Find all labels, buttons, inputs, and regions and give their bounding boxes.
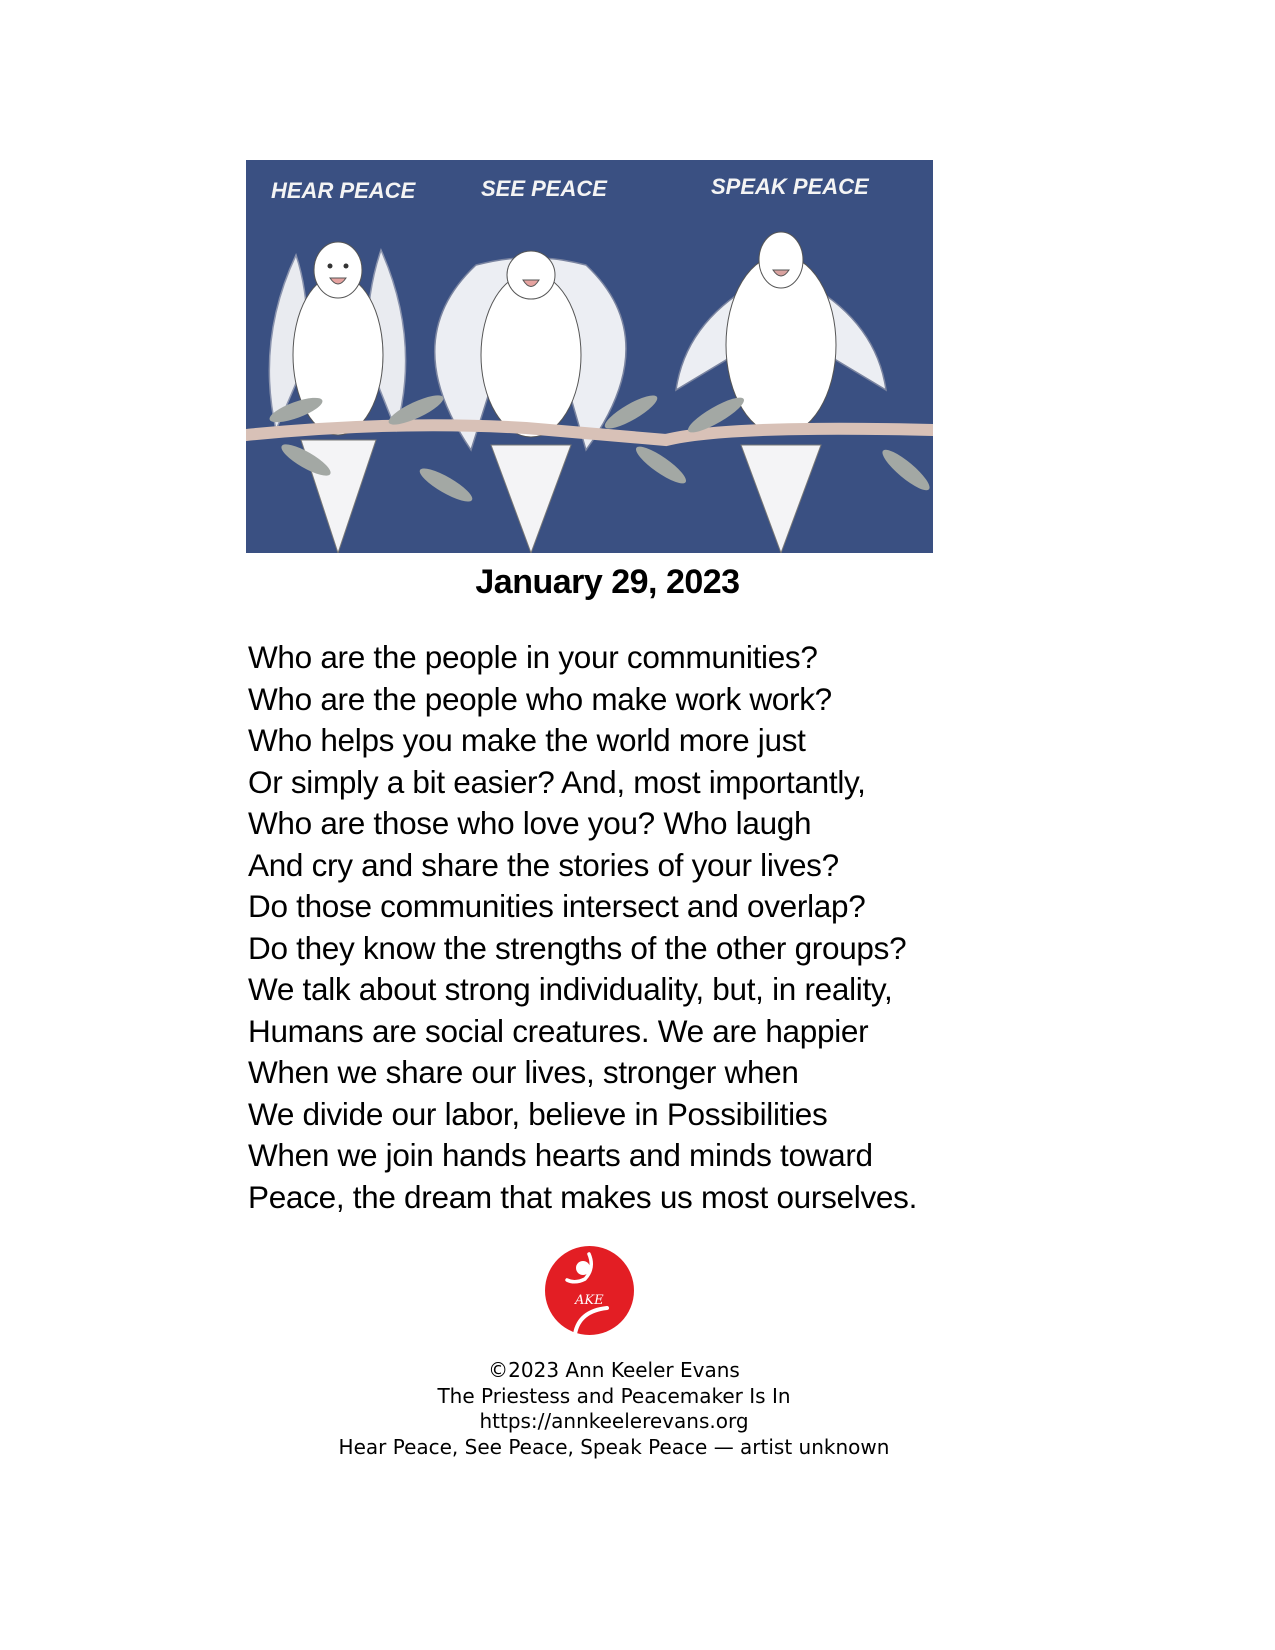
website-link[interactable]: https://annkeelerevans.org xyxy=(479,1409,749,1433)
ake-logo xyxy=(545,1246,634,1335)
poem-line: Humans are social creatures. We are happier xyxy=(248,1012,869,1049)
poem-line: Who are those who love you? Who laugh xyxy=(248,805,812,841)
doves-illustration xyxy=(246,160,933,553)
poem-line: Do they know the strengths of the other groups? xyxy=(248,929,907,966)
poem-line: Who helps you make the world more just xyxy=(248,722,806,758)
doves-image xyxy=(246,160,933,553)
poem-line: Peace, the dream that makes us most ourselves. xyxy=(248,1178,918,1215)
poem-line: And cry and share the stories of your lives? xyxy=(248,846,839,883)
poem-line: We divide our labor, believe in Possibilities xyxy=(248,1095,828,1132)
poem-line: Who are the people in your communities? xyxy=(248,639,818,675)
copyright-text: ©2023 Ann Keeler Evans xyxy=(488,1358,740,1382)
ake-logo-icon xyxy=(545,1246,634,1335)
caption-see-peace: SEE PEACE xyxy=(481,176,607,201)
poem-line: We talk about strong individuality, but, in reality, xyxy=(248,971,893,1007)
poem-line: Or simply a bit easier? And, most importantly, xyxy=(248,763,866,800)
poem-line: When we join hands hearts and minds toward xyxy=(248,1137,873,1173)
footer xyxy=(0,1358,1228,1460)
image-credit: Hear Peace, See Peace, Speak Peace — artist unknown xyxy=(338,1434,890,1459)
poem-line: Who are the people who make work work? xyxy=(248,680,832,717)
poem-line: Do those communities intersect and overlap? xyxy=(248,888,866,924)
poem-body xyxy=(248,637,917,1218)
caption-speak-peace: SPEAK PEACE xyxy=(711,174,869,199)
logo-text: AKE xyxy=(575,1293,604,1308)
post-date: January 29, 2023 xyxy=(475,563,740,601)
caption-hear-peace: HEAR PEACE xyxy=(271,178,416,203)
tagline-text: The Priestess and Peacemaker Is In xyxy=(437,1383,791,1408)
poem-line: When we share our lives, stronger when xyxy=(248,1054,799,1090)
